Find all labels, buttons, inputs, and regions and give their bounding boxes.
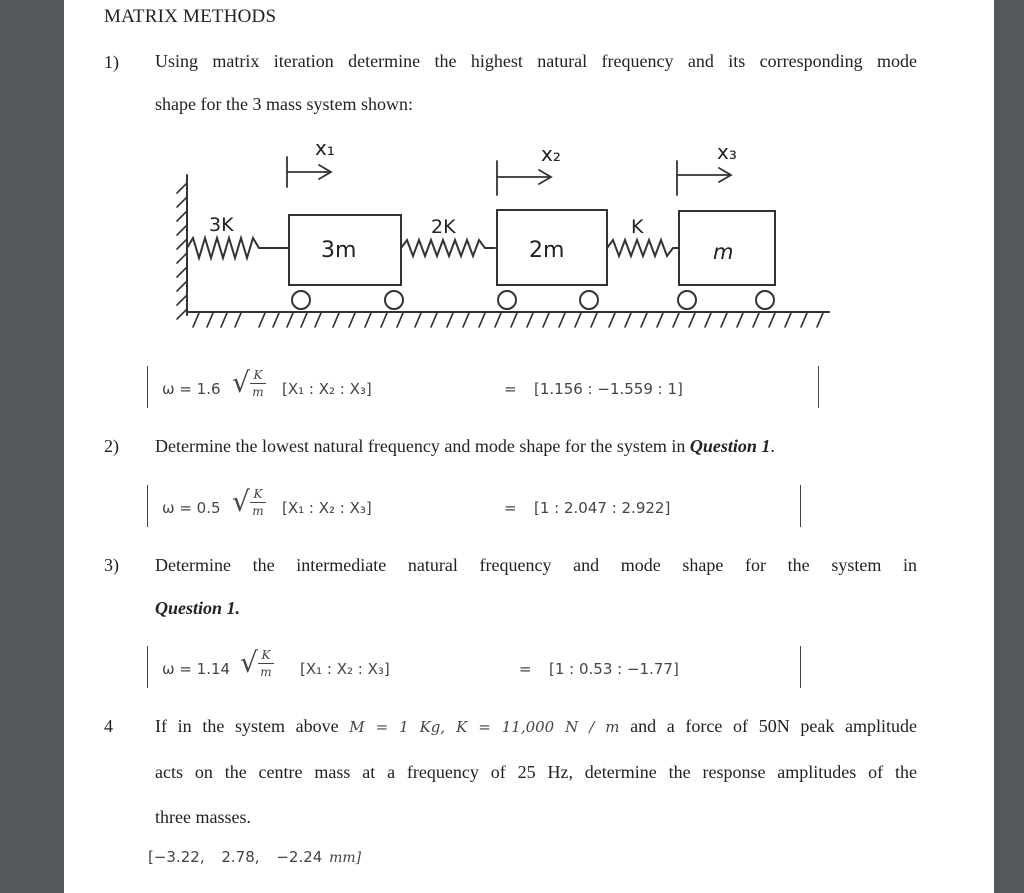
question-1-line-2: shape for the 3 mass system shown:	[155, 94, 413, 114]
answer-1-values: [1.156 : −1.559 : 1]	[534, 380, 683, 398]
spring-2k	[401, 240, 495, 256]
fraction-denominator: m	[252, 385, 264, 399]
answer-1-equals: =	[504, 380, 517, 398]
label-m2: 2m	[529, 238, 565, 263]
fraction-denominator: m	[252, 504, 264, 518]
wall-hatching	[177, 183, 187, 319]
answer-3-box	[147, 646, 801, 688]
answer-4-value-3: −2.24	[276, 848, 323, 866]
spring-k	[607, 240, 679, 256]
label-m1: 3m	[321, 238, 357, 263]
question-2-number: 2)	[104, 436, 119, 456]
arrow-x2	[497, 161, 551, 195]
wheel	[678, 291, 696, 309]
answer-4-value-2: 2.78,	[221, 848, 260, 866]
arrow-x3	[677, 161, 731, 195]
sqrt-symbol: √	[232, 366, 250, 399]
answer-4-value-1: [−3.22,	[148, 848, 205, 866]
question-2-text: Determine the lowest natural frequency and mode shape for the system in Question 1.	[155, 436, 775, 456]
wheel	[292, 291, 310, 309]
label-k2: 2K	[431, 216, 456, 238]
fraction-denominator: m	[260, 665, 272, 679]
answer-1-omega: ω = 1.6	[162, 380, 221, 398]
question-4-number: 4	[104, 716, 113, 736]
answer-1-vector: [X₁ : X₂ : X₃]	[282, 380, 372, 398]
wheel	[498, 291, 516, 309]
question-4-line-2: acts on the centre mass at a frequency of 25 Hz, determine the response amplitudes of the	[155, 762, 917, 782]
answer-4-unit: mm]	[329, 850, 362, 866]
fraction-numerator: K	[261, 648, 271, 662]
answer-1-fraction	[250, 368, 266, 399]
sqrt-symbol: √	[240, 646, 258, 679]
wheel	[756, 291, 774, 309]
question-4-line-3: three masses.	[155, 807, 251, 827]
question-3-line-1: Determine the intermediate natural frequency and mode shape for the system in	[155, 555, 917, 575]
question-3-line-2: Question 1.	[155, 598, 241, 618]
answer-3-equals: =	[519, 660, 532, 678]
question-1-number: 1)	[104, 52, 119, 72]
answer-2-values: [1 : 2.047 : 2.922]	[534, 499, 671, 517]
mass-spring-diagram	[169, 135, 849, 340]
answer-3-values: [1 : 0.53 : −1.77]	[549, 660, 679, 678]
answer-1-box	[147, 366, 819, 408]
answer-3-omega: ω = 1.14	[162, 660, 231, 678]
answer-2-box	[147, 485, 801, 527]
fraction-numerator: K	[253, 487, 263, 501]
question-4-parameters: M = 1 Kg, K = 11,000 N / m	[349, 718, 620, 736]
fraction-numerator: K	[253, 368, 263, 382]
label-k1: 3K	[209, 214, 234, 236]
answer-2-vector: [X₁ : X₂ : X₃]	[282, 499, 372, 517]
answer-4	[148, 848, 373, 866]
label-x3: x₃	[717, 140, 737, 164]
page-title: MATRIX METHODS	[104, 6, 277, 27]
document-page	[64, 0, 994, 893]
label-k3: K	[631, 216, 644, 238]
answer-3-fraction	[258, 648, 274, 679]
answer-2-fraction	[250, 487, 266, 518]
label-m3: m	[713, 240, 734, 264]
answer-3-vector: [X₁ : X₂ : X₃]	[300, 660, 390, 678]
label-x2: x₂	[541, 142, 561, 166]
wheel	[580, 291, 598, 309]
label-x1: x₁	[315, 136, 335, 160]
answer-2-omega: ω = 0.5	[162, 499, 221, 517]
arrow-x1	[287, 157, 331, 187]
question-3-number: 3)	[104, 555, 119, 575]
spring-3k	[187, 238, 289, 258]
sqrt-symbol: √	[232, 485, 250, 518]
ground-hatching	[193, 313, 823, 327]
question-4-line-1: If in the system above M = 1 Kg, K = 11,000 N / m and a force of 50N peak amplitude	[155, 716, 917, 736]
question-1-line-1: Using matrix iteration determine the highest natural frequency and its corresponding mode	[155, 51, 917, 71]
wheel	[385, 291, 403, 309]
answer-2-equals: =	[504, 499, 517, 517]
